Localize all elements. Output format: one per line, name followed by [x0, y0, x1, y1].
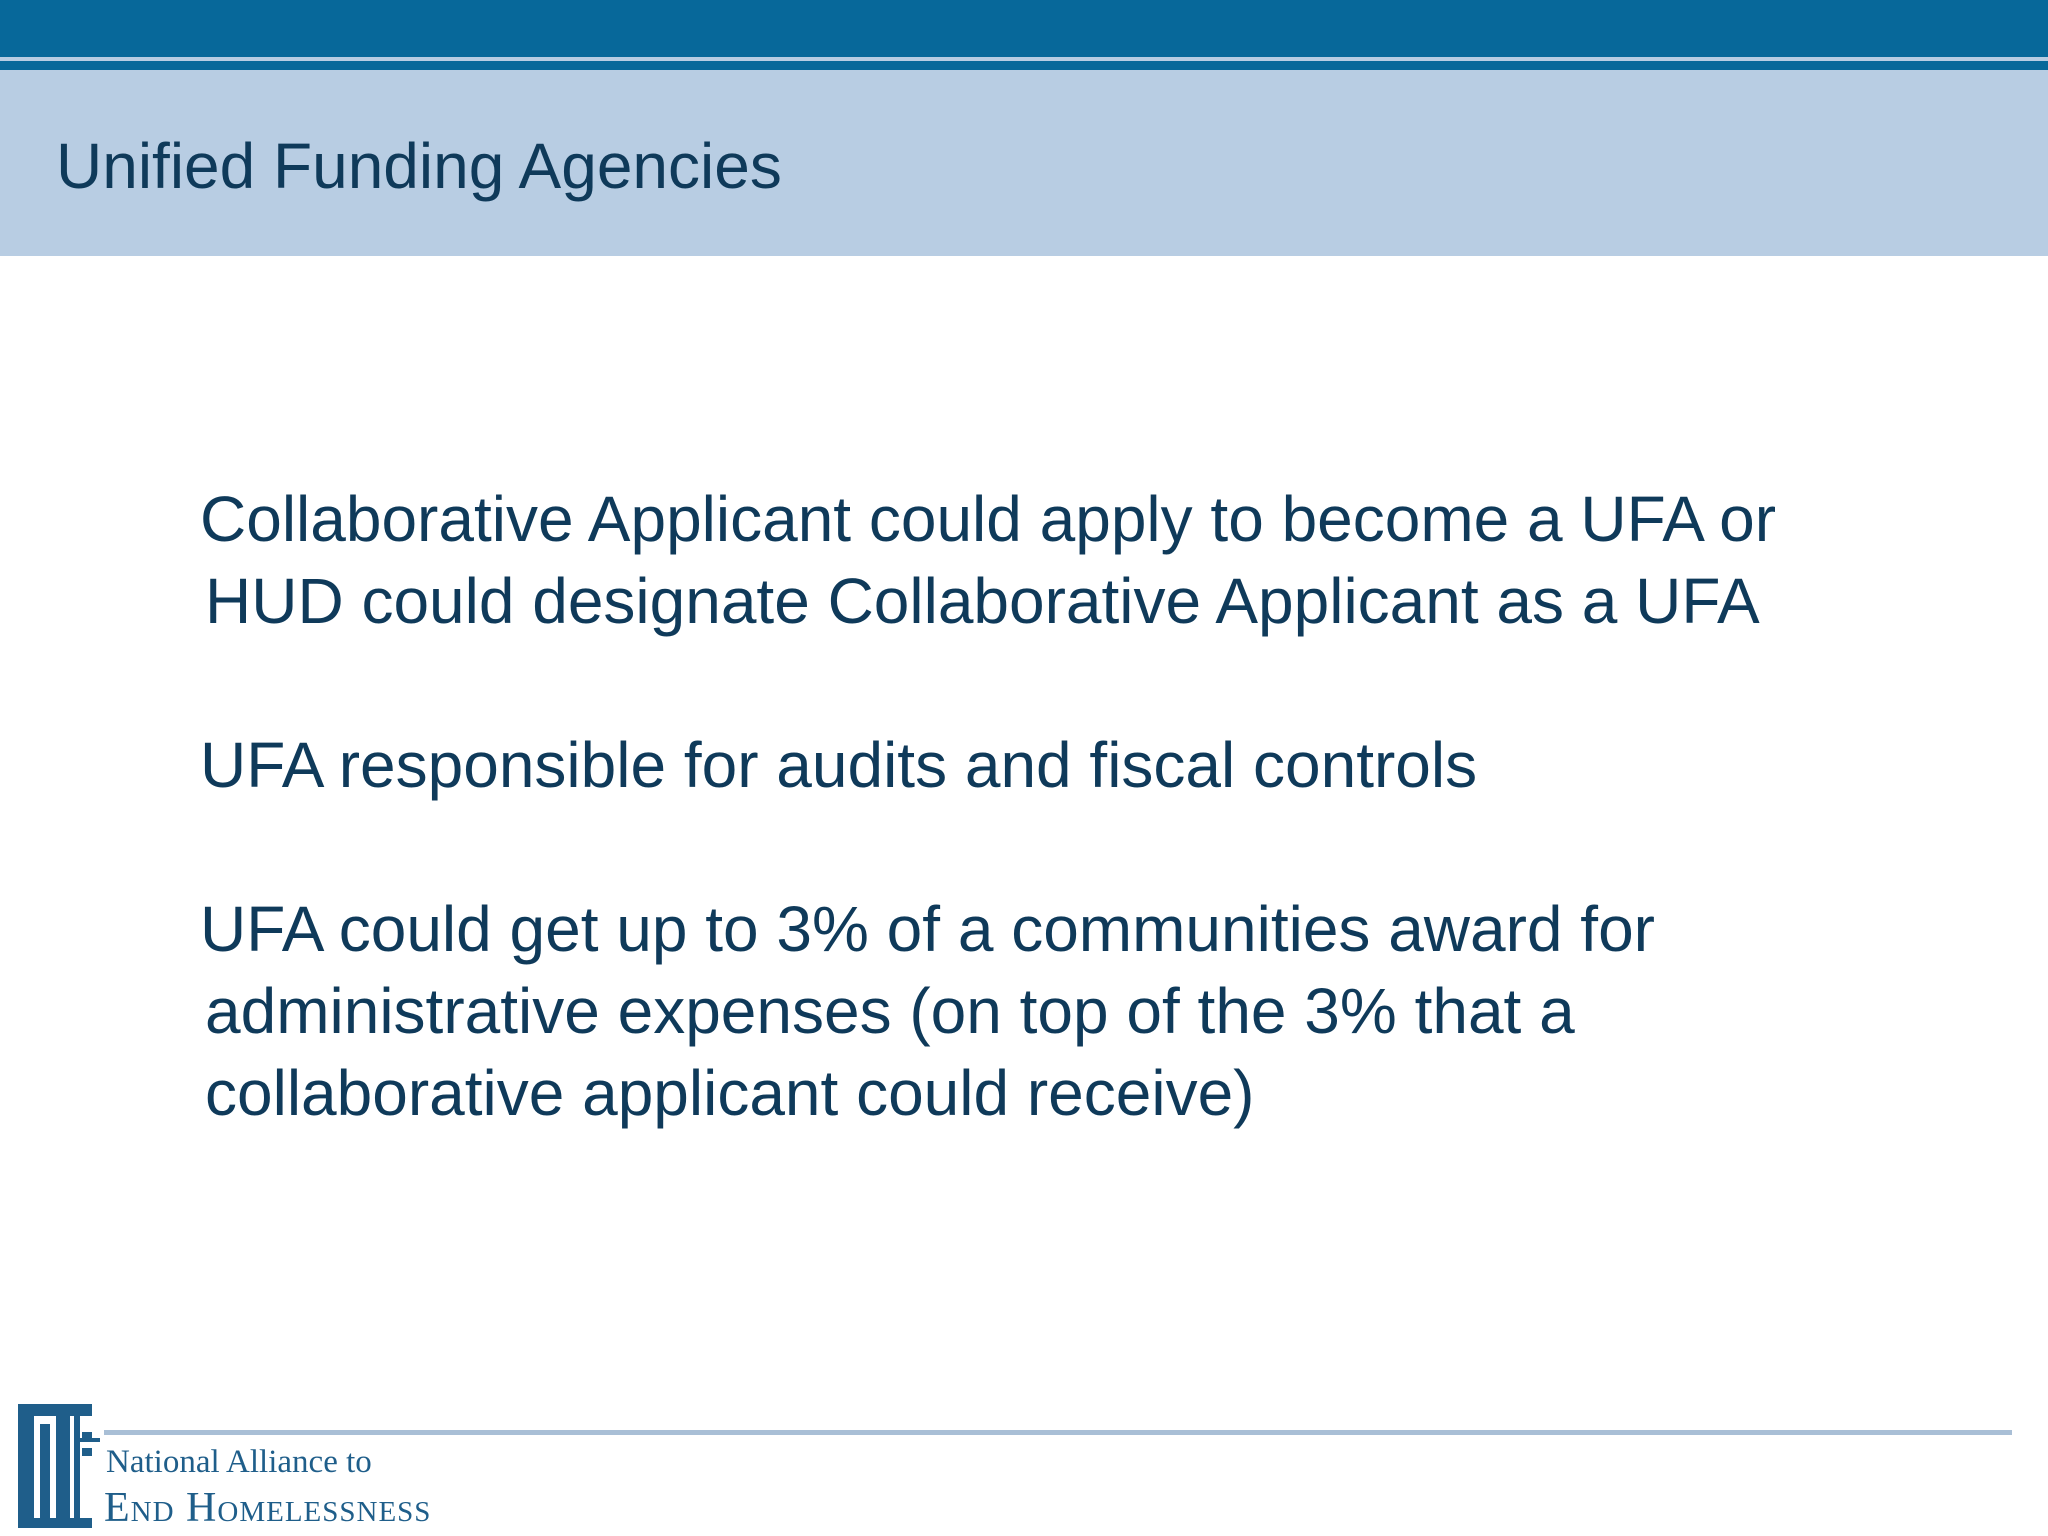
slide-title: Unified Funding Agencies — [56, 130, 782, 202]
organization-logo — [16, 1402, 616, 1536]
bullet-line: UFA responsible for audits and fiscal controls — [200, 729, 1478, 801]
bullet-line: UFA could get up to 3% of a communities award for — [200, 893, 1655, 965]
bullet-line: collaborative applicant could receive) — [205, 1057, 1255, 1129]
bullet-line: Collaborative Applicant could apply to become a UFA or — [200, 483, 1777, 555]
bullet-line: HUD could designate Collaborative Applicant as a UFA — [205, 565, 1760, 637]
building-door-logo-icon — [16, 1402, 116, 1530]
logo-text-line-2: End Homelessness — [104, 1485, 432, 1531]
header-band — [0, 0, 2048, 57]
bullet-item — [200, 888, 1960, 1134]
logo-text-line-1: National Alliance to — [106, 1444, 372, 1480]
bullet-line: administrative expenses (on top of the 3% that a — [205, 975, 1575, 1047]
bullet-item — [200, 478, 1960, 642]
bullet-item — [200, 724, 1960, 806]
header-band-lower — [0, 61, 2048, 70]
bullet-list — [200, 478, 1960, 1134]
